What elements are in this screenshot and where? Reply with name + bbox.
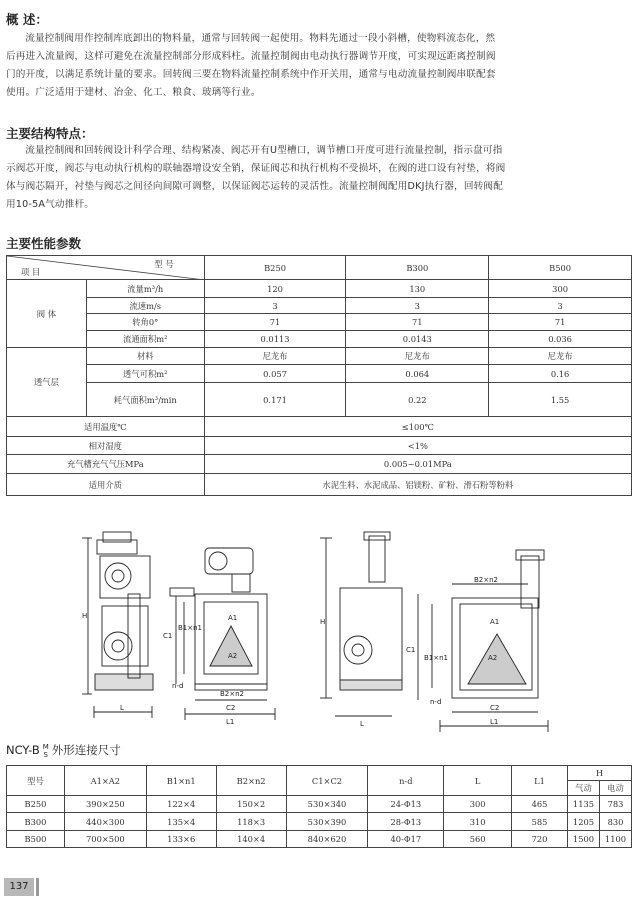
- dim-label-C2: C2: [226, 704, 236, 712]
- param-label: 流量m³/h: [86, 280, 204, 298]
- dims-cell: 440×300: [64, 813, 146, 831]
- corner-bottom-label: 项 目: [21, 267, 41, 277]
- param-label: 材料: [86, 348, 204, 365]
- dims-cell: 28-Φ13: [368, 813, 444, 831]
- corner-top-label: 型 号: [154, 259, 174, 269]
- dims-cell: 830: [599, 813, 631, 831]
- dim-label-A2: A2: [488, 654, 498, 662]
- dims-row: [7, 796, 632, 813]
- params-corner-cell: [7, 256, 205, 280]
- model-header: B500: [489, 256, 632, 280]
- overview-line: 使用。广泛适用于建材、冶金、化工、粮食、玻璃等行业。: [6, 87, 261, 98]
- model-header: B300: [346, 256, 489, 280]
- side-view-right: [320, 532, 402, 716]
- param-value: 0.22: [346, 383, 489, 417]
- page-number: 137: [4, 878, 34, 896]
- dim-label-B1n1: B1×n1: [178, 624, 203, 632]
- dims-cell: 24-Φ13: [368, 796, 444, 813]
- dims-header: B1×n1: [146, 766, 216, 796]
- dims-cell: 140×4: [216, 831, 286, 848]
- param-label: 适用介质: [7, 474, 205, 496]
- dims-cell: 1500: [568, 831, 600, 848]
- dims-cell: 150×2: [216, 796, 286, 813]
- features-heading: 主要结构特点：: [6, 126, 94, 141]
- dims-header: H: [568, 766, 632, 781]
- dims-cell: 1135: [568, 796, 600, 813]
- param-value: 71: [489, 314, 632, 331]
- param-value: 120: [204, 280, 346, 298]
- dimension-labels: [82, 576, 499, 728]
- param-value: ≤100℃: [204, 417, 631, 437]
- dims-table: [6, 765, 632, 848]
- dims-header: 型号: [7, 766, 65, 796]
- dim-label-L: L: [120, 704, 124, 712]
- dims-cell: 122×4: [146, 796, 216, 813]
- param-label: 相对湿度: [7, 437, 205, 455]
- dims-cell: 530×340: [286, 796, 368, 813]
- caption-s: S: [43, 750, 48, 759]
- dims-cell: 465: [512, 796, 568, 813]
- caption-m: M: [42, 742, 49, 751]
- params-row: [7, 365, 632, 383]
- param-label: 耗气面积m³/min: [86, 383, 204, 417]
- param-value: 0.0113: [204, 331, 346, 348]
- overview-paragraph: [6, 30, 632, 102]
- dims-cell: 118×3: [216, 813, 286, 831]
- param-value: 尼龙布: [346, 348, 489, 365]
- dim-label-H: H: [82, 612, 88, 620]
- model-header: B250: [204, 256, 346, 280]
- group-body-label: 阀 体: [7, 280, 87, 348]
- dims-cell: 700×500: [64, 831, 146, 848]
- param-value: <1%: [204, 437, 631, 455]
- params-row: [7, 331, 632, 348]
- dims-cell: 390×250: [64, 796, 146, 813]
- param-value: 尼龙布: [489, 348, 632, 365]
- dims-header: A1×A2: [64, 766, 146, 796]
- dim-label-B2n2: B2×n2: [220, 690, 245, 698]
- caption-prefix: NCY-B: [6, 743, 40, 757]
- dim-label-nd: n-d: [430, 698, 442, 706]
- param-label: 流速m/s: [86, 298, 204, 314]
- param-label: 充气槽充气气压MPa: [7, 455, 205, 474]
- param-label: 转角0°: [86, 314, 204, 331]
- dims-subheader: 气动: [568, 781, 600, 796]
- dims-row: [7, 813, 632, 831]
- dim-label-L: L: [360, 720, 364, 728]
- params-row: [7, 474, 632, 496]
- params-row: [7, 383, 632, 417]
- overview-line: 流量控制阀用作控制库底卸出的物料量，通常与回转阀一起使用。物料先通过一段小斜槽，使物料流态化，然: [25, 33, 496, 44]
- param-value: 0.16: [489, 365, 632, 383]
- params-row: [7, 417, 632, 437]
- caption-ms: [43, 743, 49, 759]
- param-value: 0.057: [204, 365, 346, 383]
- dim-label-C1: C1: [163, 632, 173, 640]
- dims-cell: 1100: [599, 831, 631, 848]
- group-layer-label: 透气层: [7, 348, 87, 417]
- param-value: 0.064: [346, 365, 489, 383]
- dims-cell: 133×6: [146, 831, 216, 848]
- features-line: 体与阀芯隔开，衬垫与阀芯之间径向间隙可调整，以保证阀芯运转的灵活性。流量控制阀配用DKJ执行器，回转阀配: [6, 181, 504, 192]
- param-label: 透气可积m²: [86, 365, 204, 383]
- dims-row: [7, 831, 632, 848]
- dims-cell: 40-Φ17: [368, 831, 444, 848]
- param-value: 71: [204, 314, 346, 331]
- param-label: 流通面积m²: [86, 331, 204, 348]
- dim-label-B1n1: B1×n1: [424, 654, 449, 662]
- param-label: 适用温度℃: [7, 417, 205, 437]
- dim-label-A1: A1: [228, 614, 238, 622]
- dims-header: B2×n2: [216, 766, 286, 796]
- dims-cell: B250: [7, 796, 65, 813]
- dim-label-L1: L1: [226, 718, 235, 726]
- dims-subheader: 电动: [599, 781, 631, 796]
- dims-header: L: [444, 766, 512, 796]
- dims-cell: B500: [7, 831, 65, 848]
- dims-header: C1×C2: [286, 766, 368, 796]
- dims-header: L1: [512, 766, 568, 796]
- dims-cell: 530×390: [286, 813, 368, 831]
- params-row: [7, 298, 632, 314]
- dims-caption: [6, 742, 121, 759]
- dims-cell: B300: [7, 813, 65, 831]
- params-table: [6, 255, 632, 496]
- params-row: [7, 348, 632, 365]
- param-value: 尼龙布: [204, 348, 346, 365]
- dims-header: n-d: [368, 766, 444, 796]
- dims-cell: 783: [599, 796, 631, 813]
- features-line: 示阀芯开度，阀芯与电动执行机构的联轴器增设安全销，保证阀芯和执行机构不受损坏，在阀的进口设有衬垫，将阀: [6, 163, 506, 174]
- overview-line: 门的开度，以满足系统计量的要求。回转阀三要在物料流量控制系统中作开关用，通常与电动流量控制阀串联配套: [6, 69, 496, 80]
- dims-header-row: [7, 766, 632, 781]
- page-number-bar: [36, 878, 39, 896]
- dim-label-C1: C1: [406, 646, 416, 654]
- params-row: [7, 314, 632, 331]
- param-value: 130: [346, 280, 489, 298]
- dims-cell: 135×4: [146, 813, 216, 831]
- overview-line: 后再进入流量阀，这样可避免在流量控制部分形成料柱。流量控制阀由电动执行器调节开度，可实现远距离控制阀: [6, 51, 496, 62]
- param-value: 0.036: [489, 331, 632, 348]
- param-value: 3: [204, 298, 346, 314]
- side-view-left: [82, 532, 153, 718]
- param-value: 0.171: [204, 383, 346, 417]
- param-value: 300: [489, 280, 632, 298]
- param-value: 3: [346, 298, 489, 314]
- overview-heading: 概 述：: [6, 12, 48, 27]
- dim-label-A1: A1: [490, 618, 500, 626]
- features-paragraph: [6, 142, 632, 214]
- dims-cell: 560: [444, 831, 512, 848]
- dim-label-H: H: [320, 618, 326, 626]
- dim-label-L1: L1: [490, 718, 499, 726]
- features-line: 用10-5A气动推杆。: [6, 199, 95, 210]
- dim-label-A2: A2: [228, 652, 238, 660]
- dims-cell: 300: [444, 796, 512, 813]
- params-row: [7, 437, 632, 455]
- param-value: 0.0143: [346, 331, 489, 348]
- dim-label-nd: n-d: [172, 682, 184, 690]
- dims-cell: 1205: [568, 813, 600, 831]
- dim-label-B2n2: B2×n2: [474, 576, 499, 584]
- params-header-row: [7, 256, 632, 280]
- dims-cell: 720: [512, 831, 568, 848]
- params-row: [7, 455, 632, 474]
- param-value: 0.005~0.01MPa: [204, 455, 631, 474]
- param-value: 71: [346, 314, 489, 331]
- param-value: 1.55: [489, 383, 632, 417]
- param-value: 3: [489, 298, 632, 314]
- dims-cell: 840×620: [286, 831, 368, 848]
- valve-drawing: [0, 528, 640, 734]
- param-value: 水泥生料、水泥成品、铝镁粉、矿粉、滑石粉等粉料: [204, 474, 631, 496]
- dims-cell: 585: [512, 813, 568, 831]
- features-line: 流量控制阀和回转阀设计科学合理、结构紧凑、阀芯开有U型槽口，调节槽口开度可进行流量控制，指示盘可指: [25, 145, 503, 156]
- dims-cell: 310: [444, 813, 512, 831]
- params-row: [7, 280, 632, 298]
- caption-suffix: 外形连接尺寸: [51, 743, 121, 757]
- params-heading: 主要性能参数: [6, 236, 82, 251]
- dim-label-C2: C2: [490, 704, 500, 712]
